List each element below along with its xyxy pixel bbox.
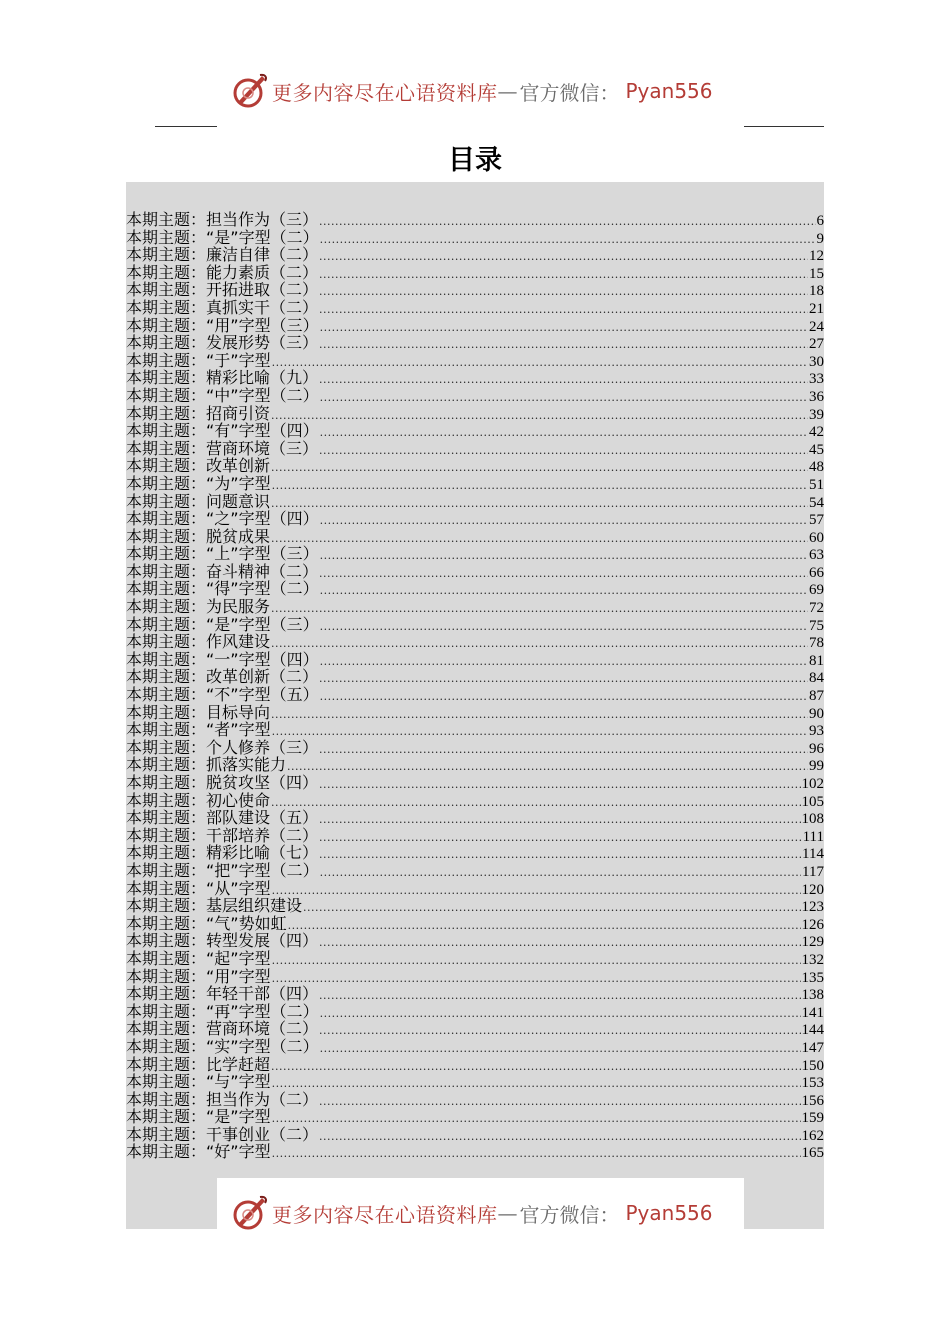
toc-entry-topic: “者”字型: [206, 721, 271, 739]
toc-entry-prefix: 本期主题：: [126, 369, 207, 387]
toc-leader-dots: [320, 231, 816, 247]
toc-leader-dots: [319, 371, 808, 387]
toc-entry-prefix: 本期主题：: [126, 439, 207, 458]
toc-leader-dots: [319, 1128, 800, 1144]
toc-entry[interactable]: [126, 264, 824, 282]
toc-entry[interactable]: [126, 1126, 824, 1144]
toc-entry-page: 24: [809, 318, 824, 335]
toc-leader-dots: [320, 582, 808, 598]
toc-entry-prefix: 本期主题：: [126, 246, 207, 264]
banner-separator: —: [497, 79, 518, 103]
toc-leader-dots: [319, 829, 802, 845]
toc-entry-page: 84: [809, 670, 824, 687]
toc-entry-page: 63: [809, 547, 824, 563]
toc-leader-dots: [287, 758, 808, 774]
toc-entry-topic: 为民服务: [206, 598, 271, 616]
toc-entry-prefix: 本期主题：: [126, 562, 207, 581]
toc-entry-prefix: 本期主题：: [126, 545, 207, 563]
toc-entry-page: 78: [809, 635, 824, 651]
toc-leader-dots: [271, 600, 808, 616]
toc-entry-topic: 初心使命: [206, 791, 271, 810]
toc-entry-prefix: 本期主题：: [126, 1108, 207, 1126]
toc-entry-prefix: 本期主题：: [126, 949, 207, 968]
toc-entry-topic: 干部培养（二）: [206, 826, 319, 845]
toc-entry[interactable]: [126, 704, 824, 722]
toc-entry-topic: 脱贫攻坚（四）: [206, 774, 319, 792]
toc-entry-prefix: 本期主题：: [126, 738, 207, 757]
toc-entry-page: 75: [809, 617, 824, 634]
toc-leader-dots: [320, 547, 808, 563]
toc-entry-topic: 担当作为（三）: [206, 211, 319, 229]
toc-entry-page: 81: [809, 652, 824, 669]
toc-entry-prefix: 本期主题：: [126, 686, 207, 704]
toc-entry-prefix: 本期主题：: [126, 281, 207, 299]
toc-entry-topic: 转型发展（四）: [206, 932, 319, 950]
toc-entry-topic: “用”字型: [206, 967, 271, 986]
toc-entry-topic: 问题意识: [206, 492, 271, 511]
toc-leader-dots: [320, 389, 808, 405]
toc-entry-page: 9: [816, 230, 824, 247]
toc-entry-page: 156: [801, 1092, 824, 1109]
toc-entry-page: 39: [809, 406, 824, 423]
toc-entry[interactable]: [126, 1038, 824, 1056]
toc-entry-prefix: 本期主题：: [126, 1020, 207, 1038]
toc-entry-topic: “得”字型（二）: [206, 580, 319, 599]
toc-entry[interactable]: [126, 528, 824, 546]
toc-entry-prefix: 本期主题：: [126, 861, 207, 880]
toc-entry-page: 48: [809, 459, 824, 475]
toc-entry[interactable]: [126, 299, 824, 317]
toc-entry-page: 60: [809, 529, 824, 546]
toc-entry[interactable]: [126, 985, 824, 1003]
toc-leader-dots: [272, 952, 801, 968]
toc-entry-topic: 担当作为（二）: [206, 1090, 319, 1109]
toc-entry[interactable]: [126, 633, 824, 651]
toc-leader-dots: [272, 354, 808, 370]
toc-entry-topic: 基层组织建设: [206, 897, 303, 915]
toc-entry[interactable]: [126, 616, 824, 634]
toc-leader-dots: [272, 970, 801, 986]
toc-entry[interactable]: [126, 598, 824, 616]
toc-entry-topic: “气”势如虹: [206, 914, 287, 933]
toc-leader-dots: [319, 987, 800, 1003]
toc-entry-topic: “有”字型（四）: [206, 422, 319, 440]
toc-leader-dots: [319, 1093, 800, 1109]
toc-leader-dots: [303, 899, 800, 915]
toc-entry-prefix: 本期主题：: [126, 1055, 207, 1074]
toc-entry-page: 6: [816, 213, 824, 229]
toc-leader-dots: [319, 213, 815, 229]
toc-entry-prefix: 本期主题：: [126, 721, 207, 739]
toc-entry-page: 108: [801, 811, 824, 827]
toc-entry[interactable]: [126, 774, 824, 792]
toc-entry-prefix: 本期主题：: [126, 932, 207, 950]
toc-entry[interactable]: [126, 686, 824, 704]
toc-entry[interactable]: [126, 387, 824, 405]
toc-leader-dots: [272, 1075, 801, 1091]
toc-entry-page: 66: [809, 564, 824, 581]
toc-entry-page: 96: [809, 740, 824, 757]
toc-entry-topic: 招商引资: [206, 404, 271, 423]
toc-leader-dots: [319, 301, 808, 317]
header-banner: [232, 72, 713, 110]
toc-entry-prefix: 本期主题：: [126, 492, 207, 511]
toc-entry-prefix: 本期主题：: [126, 914, 207, 933]
toc-entry[interactable]: [126, 405, 824, 423]
toc-entry[interactable]: [126, 880, 824, 898]
table-of-contents: [126, 211, 824, 1161]
toc-entry-topic: “从”字型: [206, 879, 271, 898]
toc-entry-topic: “上”字型（三）: [206, 545, 319, 563]
toc-entry-topic: 奋斗精神（二）: [206, 562, 319, 581]
toc-entry-topic: “一”字型（四）: [206, 650, 319, 669]
toc-leader-dots: [272, 723, 808, 739]
toc-leader-dots: [319, 336, 808, 352]
toc-entry-page: 102: [801, 776, 824, 792]
toc-leader-dots: [319, 811, 800, 827]
toc-entry-topic: 精彩比喻（七）: [206, 844, 319, 862]
toc-entry-topic: 比学赶超: [206, 1055, 271, 1074]
toc-entry[interactable]: [126, 968, 824, 986]
toc-entry-page: 30: [809, 353, 824, 370]
toc-entry-prefix: 本期主题：: [126, 510, 207, 528]
toc-entry-prefix: 本期主题：: [126, 774, 207, 792]
toc-entry-prefix: 本期主题：: [126, 756, 207, 774]
toc-entry[interactable]: [126, 721, 824, 739]
toc-entry-prefix: 本期主题：: [126, 211, 207, 229]
toc-entry-prefix: 本期主题：: [126, 826, 207, 845]
toc-leader-dots: [271, 706, 808, 722]
toc-entry-topic: “是”字型（三）: [206, 615, 319, 634]
toc-entry[interactable]: [126, 352, 824, 370]
toc-entry[interactable]: [126, 440, 824, 458]
toc-entry-prefix: 本期主题：: [126, 474, 207, 493]
toc-entry-page: 120: [801, 881, 824, 898]
toc-leader-dots: [319, 266, 808, 282]
toc-leader-dots: [272, 1110, 801, 1126]
toc-entry[interactable]: [126, 563, 824, 581]
toc-leader-dots: [271, 530, 808, 546]
toc-entry[interactable]: [126, 756, 824, 774]
toc-entry-prefix: 本期主题：: [126, 615, 207, 634]
toc-entry-page: 159: [801, 1110, 824, 1126]
toc-entry[interactable]: [126, 1020, 824, 1038]
toc-entry-prefix: 本期主题：: [126, 457, 207, 475]
toc-entry-page: 15: [809, 265, 824, 282]
toc-entry[interactable]: [126, 211, 824, 229]
toc-entry[interactable]: [126, 422, 824, 440]
toc-entry-page: 57: [809, 512, 824, 528]
toc-leader-dots: [272, 1145, 801, 1161]
toc-entry[interactable]: [126, 246, 824, 264]
quill-logo-icon: [232, 72, 268, 110]
toc-entry-prefix: 本期主题：: [126, 298, 207, 317]
toc-entry-page: 117: [802, 863, 824, 880]
toc-entry[interactable]: [126, 862, 824, 880]
toc-entry-prefix: 本期主题：: [126, 897, 207, 915]
toc-leader-dots: [320, 512, 808, 528]
toc-entry[interactable]: [126, 827, 824, 845]
toc-leader-dots: [271, 1058, 800, 1074]
toc-entry[interactable]: [126, 792, 824, 810]
toc-entry-prefix: 本期主题：: [126, 1002, 207, 1021]
toc-entry-prefix: 本期主题：: [126, 879, 207, 898]
toc-entry[interactable]: [126, 545, 824, 563]
wechat-id: Pyan556: [625, 1201, 713, 1225]
toc-leader-dots: [319, 776, 800, 792]
toc-entry-page: 126: [801, 916, 824, 933]
toc-leader-dots: [319, 565, 808, 581]
toc-entry-page: 114: [802, 846, 824, 862]
toc-entry-prefix: 本期主题：: [126, 351, 207, 370]
toc-leader-dots: [319, 741, 808, 757]
toc-entry-prefix: 本期主题：: [126, 1073, 207, 1091]
quill-logo-icon: [232, 1194, 268, 1232]
toc-entry[interactable]: [126, 668, 824, 686]
toc-entry-page: 123: [801, 899, 824, 915]
toc-leader-dots: [319, 934, 800, 950]
toc-entry-topic: “再”字型（二）: [206, 1002, 319, 1021]
toc-entry-prefix: 本期主题：: [126, 404, 207, 423]
toc-entry-topic: 目标导向: [206, 703, 271, 722]
toc-entry-page: 90: [809, 705, 824, 722]
toc-entry-prefix: 本期主题：: [126, 633, 207, 651]
banner-separator: —: [497, 1201, 518, 1225]
toc-entry-page: 93: [809, 723, 824, 739]
toc-entry-page: 51: [809, 476, 824, 493]
toc-entry[interactable]: [126, 510, 824, 528]
toc-entry[interactable]: [126, 475, 824, 493]
toc-leader-dots: [319, 1022, 800, 1038]
banner-text: 更多内容尽在心语资料库: [272, 80, 498, 105]
toc-entry-page: 27: [809, 336, 824, 352]
toc-entry-page: 69: [809, 582, 824, 599]
toc-entry-page: 18: [809, 283, 824, 299]
toc-entry-topic: 廉洁自律（二）: [206, 246, 319, 264]
toc-entry-topic: 改革创新（二）: [206, 668, 319, 687]
toc-entry-page: 135: [801, 969, 824, 986]
toc-entry[interactable]: [126, 932, 824, 950]
toc-entry-topic: “是”字型: [206, 1108, 271, 1126]
toc-entry-prefix: 本期主题：: [126, 316, 207, 335]
toc-entry-page: 36: [809, 388, 824, 405]
toc-entry-page: 99: [809, 758, 824, 774]
toc-entry-prefix: 本期主题：: [126, 809, 207, 827]
toc-entry[interactable]: [126, 281, 824, 299]
toc-leader-dots: [320, 1005, 801, 1021]
banner-text: 更多内容尽在心语资料库: [272, 1202, 498, 1227]
toc-entry[interactable]: [126, 1143, 824, 1161]
toc-entry-topic: 抓落实能力: [206, 756, 287, 774]
toc-entry[interactable]: [126, 1091, 824, 1109]
toc-leader-dots: [320, 319, 808, 335]
toc-entry[interactable]: [126, 369, 824, 387]
toc-entry-prefix: 本期主题：: [126, 1143, 207, 1162]
footer-banner: [232, 1194, 713, 1232]
toc-entry[interactable]: [126, 229, 824, 247]
toc-entry-page: 141: [801, 1004, 824, 1021]
toc-entry-topic: 干事创业（二）: [206, 1125, 319, 1144]
toc-leader-dots: [271, 459, 808, 475]
toc-entry-page: 144: [801, 1022, 824, 1038]
toc-entry-page: 33: [809, 371, 824, 387]
wechat-id: Pyan556: [625, 79, 713, 103]
toc-entry-topic: “实”字型（二）: [206, 1037, 319, 1056]
toc-entry-page: 12: [809, 248, 824, 264]
toc-entry-topic: “把”字型（二）: [206, 861, 319, 880]
wechat-label: 官方微信：: [519, 80, 620, 105]
toc-entry[interactable]: [126, 739, 824, 757]
toc-entry-page: 54: [809, 494, 824, 511]
wechat-label: 官方微信：: [519, 1202, 620, 1227]
toc-entry-topic: “为”字型: [206, 474, 271, 493]
toc-entry-prefix: 本期主题：: [126, 598, 207, 616]
toc-leader-dots: [319, 248, 808, 264]
toc-leader-dots: [288, 917, 801, 933]
toc-entry[interactable]: [126, 317, 824, 335]
toc-entry-prefix: 本期主题：: [126, 703, 207, 722]
toc-entry-prefix: 本期主题：: [126, 967, 207, 986]
header-rule-left: [155, 126, 217, 127]
toc-entry-topic: 部队建设（五）: [206, 809, 319, 827]
toc-entry-topic: “于”字型: [206, 351, 271, 370]
toc-entry-topic: 发展形势（三）: [206, 334, 319, 352]
toc-entry-page: 45: [809, 441, 824, 458]
toc-entry[interactable]: [126, 1003, 824, 1021]
toc-entry-topic: 营商环境（三）: [206, 439, 319, 458]
toc-entry[interactable]: [126, 334, 824, 352]
toc-entry-page: 165: [801, 1145, 824, 1162]
toc-leader-dots: [271, 794, 800, 810]
toc-entry-prefix: 本期主题：: [126, 228, 207, 247]
toc-entry-prefix: 本期主题：: [126, 422, 207, 440]
toc-entry[interactable]: [126, 1056, 824, 1074]
toc-leader-dots: [271, 495, 808, 511]
toc-entry-page: 150: [801, 1057, 824, 1074]
toc-entry-page: 129: [801, 934, 824, 950]
toc-entry[interactable]: [126, 844, 824, 862]
toc-leader-dots: [319, 846, 801, 862]
toc-entry-topic: 营商环境（二）: [206, 1020, 319, 1038]
toc-entry-prefix: 本期主题：: [126, 985, 207, 1003]
toc-entry-page: 132: [801, 951, 824, 968]
toc-entry-prefix: 本期主题：: [126, 580, 207, 599]
toc-entry-topic: “与”字型: [206, 1073, 271, 1091]
toc-entry-prefix: 本期主题：: [126, 1037, 207, 1056]
toc-entry-prefix: 本期主题：: [126, 527, 207, 546]
toc-leader-dots: [320, 688, 808, 704]
toc-entry-prefix: 本期主题：: [126, 791, 207, 810]
toc-entry-topic: 改革创新: [206, 457, 271, 475]
toc-entry-topic: 年轻干部（四）: [206, 985, 319, 1003]
toc-leader-dots: [320, 653, 808, 669]
toc-entry[interactable]: [126, 950, 824, 968]
toc-entry-page: 138: [801, 987, 824, 1003]
toc-entry-topic: “中”字型（二）: [206, 386, 319, 405]
toc-entry-topic: 能力素质（二）: [206, 263, 319, 282]
toc-entry[interactable]: [126, 1108, 824, 1126]
toc-entry-page: 21: [809, 300, 824, 317]
toc-leader-dots: [271, 635, 808, 651]
toc-entry-topic: “是”字型（二）: [206, 228, 319, 247]
toc-leader-dots: [319, 670, 808, 686]
toc-entry-page: 42: [809, 424, 824, 440]
toc-entry-page: 72: [809, 600, 824, 616]
toc-entry-prefix: 本期主题：: [126, 844, 207, 862]
toc-leader-dots: [271, 407, 808, 423]
toc-entry-topic: 脱贫成果: [206, 527, 271, 546]
toc-entry-topic: 个人修养（三）: [206, 738, 319, 757]
toc-leader-dots: [319, 442, 808, 458]
toc-leader-dots: [320, 618, 808, 634]
toc-entry-topic: 精彩比喻（九）: [206, 369, 319, 387]
toc-leader-dots: [320, 864, 801, 880]
toc-leader-dots: [272, 477, 808, 493]
toc-entry-topic: 作风建设: [206, 633, 271, 651]
page-title: 目录: [448, 145, 502, 176]
toc-entry[interactable]: [126, 580, 824, 598]
toc-entry-topic: “起”字型: [206, 949, 271, 968]
toc-leader-dots: [320, 424, 808, 440]
toc-entry-topic: “之”字型（四）: [206, 510, 319, 528]
toc-entry[interactable]: [126, 809, 824, 827]
toc-entry[interactable]: [126, 457, 824, 475]
toc-leader-dots: [319, 283, 808, 299]
toc-entry-prefix: 本期主题：: [126, 668, 207, 687]
toc-entry-page: 162: [801, 1127, 824, 1144]
toc-entry[interactable]: [126, 915, 824, 933]
toc-entry-topic: “用”字型（三）: [206, 316, 319, 335]
toc-entry-prefix: 本期主题：: [126, 650, 207, 669]
toc-entry-prefix: 本期主题：: [126, 334, 207, 352]
toc-entry[interactable]: [126, 897, 824, 915]
toc-entry-topic: “不”字型（五）: [206, 686, 319, 704]
toc-entry-topic: “好”字型: [206, 1143, 271, 1162]
toc-entry-topic: 开拓进取（二）: [206, 281, 319, 299]
toc-entry-page: 147: [801, 1039, 824, 1056]
toc-entry-prefix: 本期主题：: [126, 1125, 207, 1144]
toc-entry[interactable]: [126, 1073, 824, 1091]
toc-leader-dots: [320, 1040, 801, 1056]
toc-entry-page: 87: [809, 688, 824, 704]
toc-entry-page: 105: [801, 793, 824, 810]
toc-entry-page: 153: [801, 1075, 824, 1091]
toc-entry-page: 111: [802, 828, 824, 845]
toc-entry-topic: 真抓实干（二）: [206, 298, 319, 317]
header-rule-right: [744, 126, 824, 127]
toc-entry-prefix: 本期主题：: [126, 386, 207, 405]
toc-entry-prefix: 本期主题：: [126, 1090, 207, 1109]
toc-entry-prefix: 本期主题：: [126, 263, 207, 282]
toc-entry[interactable]: [126, 493, 824, 511]
toc-leader-dots: [272, 882, 801, 898]
toc-entry[interactable]: [126, 651, 824, 669]
